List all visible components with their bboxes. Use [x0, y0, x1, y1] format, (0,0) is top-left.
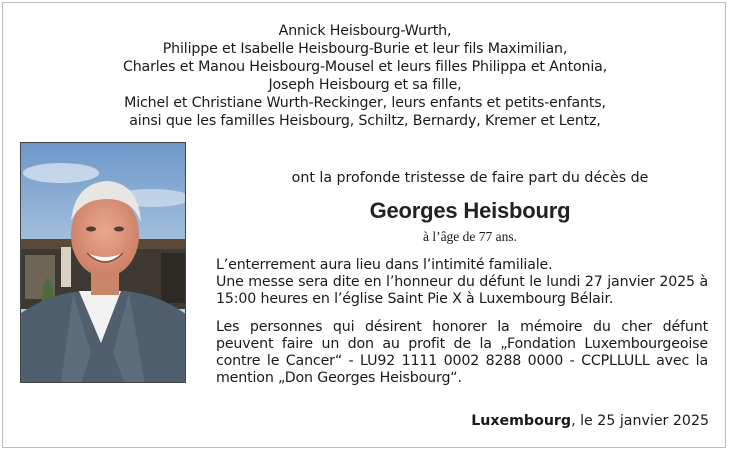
donation-line: mention „Don Georges Heisbourg“. — [216, 370, 462, 386]
funeral-line: L’enterrement aura lieu dans l’intimité familiale. — [216, 257, 553, 273]
funeral-details — [216, 257, 708, 308]
family-line: Michel et Christiane Wurth-Reckinger, leurs enfants et petits-enfants, — [124, 95, 606, 111]
portrait-photo — [20, 142, 186, 383]
funeral-line: Une messe sera dite en l’honneur du défunt le lundi 27 janvier 2025 à — [216, 274, 708, 290]
family-line: Philippe et Isabelle Heisbourg-Burie et leur fils Maximilian, — [162, 41, 568, 57]
family-list — [0, 22, 730, 130]
announcement-text: ont la profonde tristesse de faire part du décès de — [291, 170, 649, 186]
deceased-name: Georges Heisbourg — [369, 198, 571, 223]
funeral-line: 15:00 heures en l’église Saint Pie X à Luxembourg Bélair. — [216, 291, 614, 307]
family-line: Charles et Manou Heisbourg-Mousel et leurs filles Philippa et Antonia, — [122, 59, 608, 75]
donation-line: contre le Cancer“ - LU92 1111 0002 8288 0000 - CCPLLULL avec la — [216, 353, 708, 369]
donation-line: Les personnes qui désirent honorer la mémoire du cher défunt — [216, 319, 708, 335]
family-line: Joseph Heisbourg et sa fille, — [268, 77, 462, 93]
signature-date: , le 25 janvier 2025 — [571, 413, 709, 429]
family-line: Annick Heisbourg-Wurth, — [278, 23, 452, 39]
signature-city: Luxembourg — [471, 413, 572, 429]
deceased-age: à l’âge de 77 ans. — [422, 229, 518, 244]
place-date-signature — [471, 412, 709, 430]
family-line: ainsi que les familles Heisbourg, Schiltz, Bernardy, Kremer et Lentz, — [129, 113, 601, 129]
donation-line: peuvent faire un don au profit de la „Fondation Luxembourgeoise — [216, 336, 708, 352]
donation-details — [216, 319, 708, 387]
